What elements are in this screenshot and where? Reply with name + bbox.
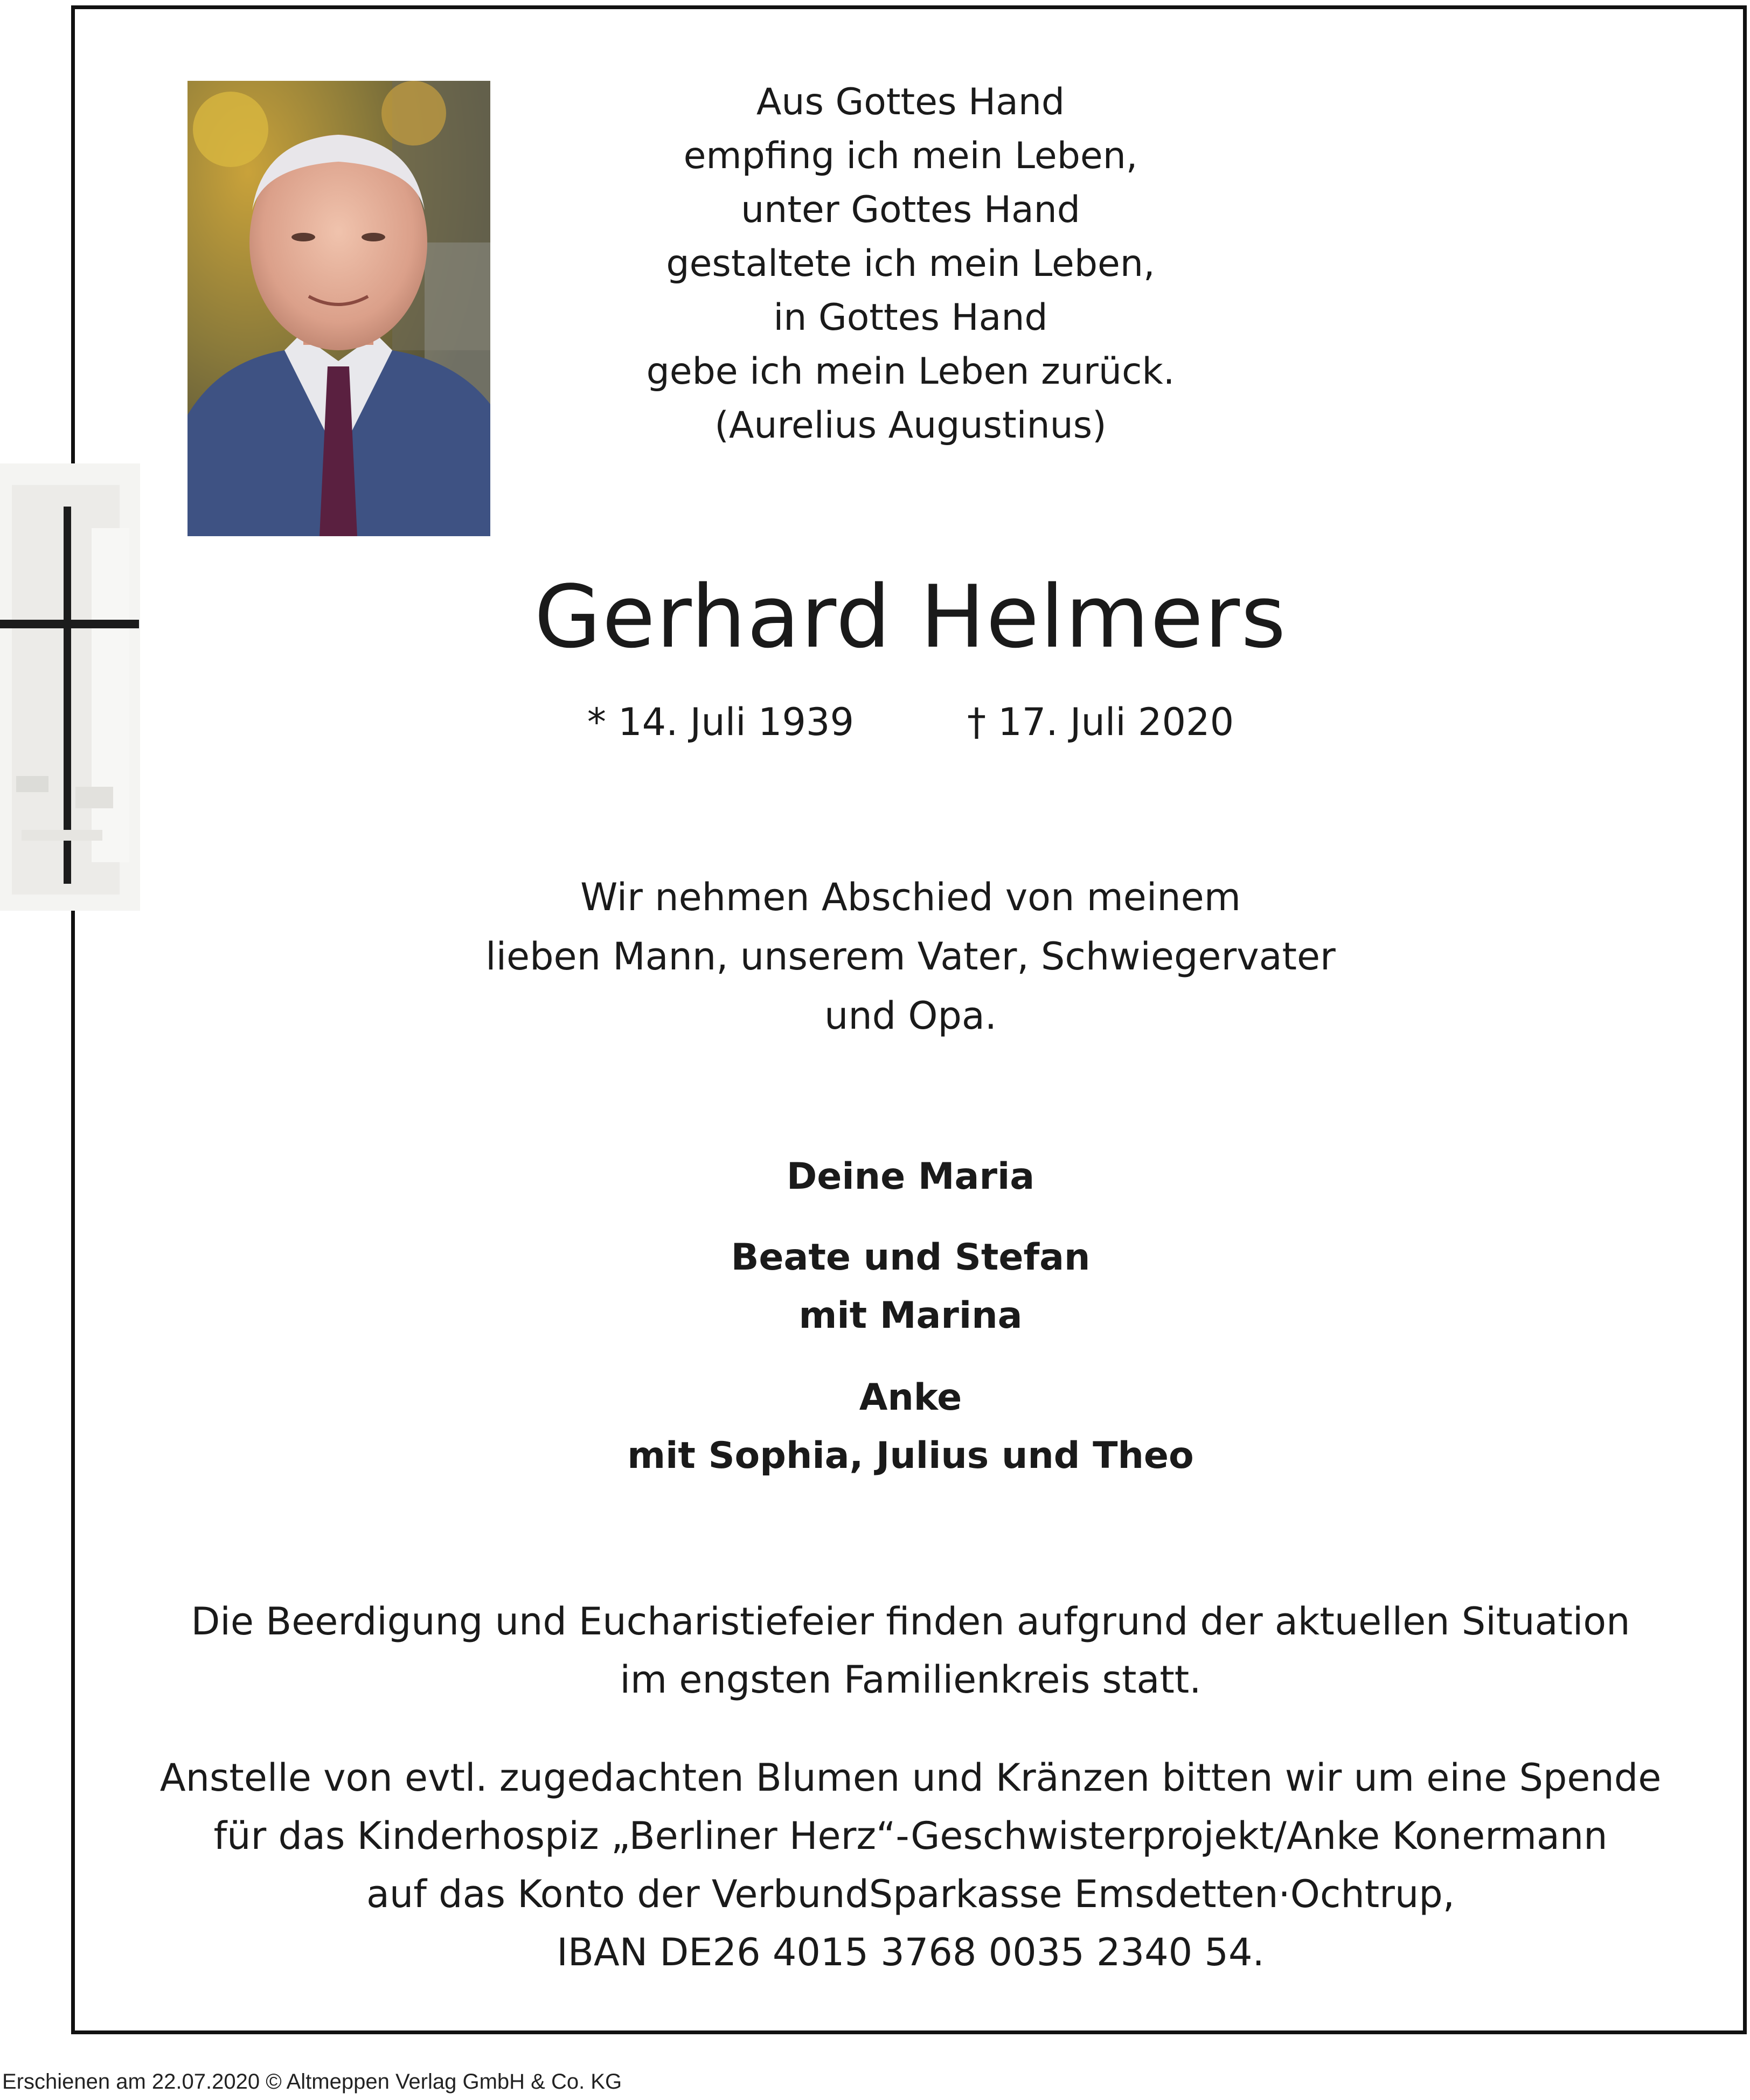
publication-footer: Erschienen am 22.07.2020 © Altmeppen Verlag GmbH & Co. KG <box>2 2070 622 2094</box>
verse-line: in Gottes Hand <box>773 296 1048 339</box>
funeral-notice <box>81 1592 1740 1709</box>
birth-date: * 14. Juli 1939 <box>587 700 854 744</box>
verse-line: gebe ich mein Leben zurück. <box>646 350 1175 393</box>
death-date: † 17. Juli 2020 <box>967 700 1234 744</box>
deceased-name: Gerhard Helmers <box>534 566 1287 667</box>
farewell-line: lieben Mann, unserem Vater, Schwiegervater <box>485 934 1336 979</box>
family-group <box>81 1229 1740 1345</box>
family-member: Deine Maria <box>786 1155 1035 1198</box>
verse-quote <box>81 75 1740 453</box>
family-group <box>81 1369 1740 1485</box>
verse-line: unter Gottes Hand <box>741 189 1080 231</box>
funeral-line: im engsten Familienkreis statt. <box>620 1658 1202 1702</box>
cross-icon <box>0 463 140 911</box>
family-member: mit Sophia, Julius und Theo <box>627 1434 1194 1477</box>
family-member: Beate und Stefan <box>731 1236 1091 1279</box>
verse-line: empfing ich mein Leben, <box>683 135 1138 177</box>
family-group <box>81 1148 1740 1206</box>
verse-line: Aus Gottes Hand <box>756 81 1065 123</box>
donation-line: Anstelle von evtl. zugedachten Blumen und Kränzen bitten wir um eine Spende <box>159 1756 1662 1800</box>
verse-line: gestaltete ich mein Leben, <box>666 242 1155 285</box>
family-member: Anke <box>859 1376 962 1419</box>
life-dates <box>81 695 1740 749</box>
verse-author: (Aurelius Augustinus) <box>714 404 1107 447</box>
family-member: mit Marina <box>798 1294 1023 1337</box>
donation-line: für das Kinderhospiz „Berliner Herz“-Geschwisterprojekt/Anke Konermann <box>213 1814 1608 1858</box>
iban-line: IBAN DE26 4015 3768 0035 2340 54. <box>557 1930 1265 1974</box>
farewell-line: Wir nehmen Abschied von meinem <box>580 875 1241 919</box>
funeral-line: Die Beerdigung und Eucharistiefeier finden aufgrund der aktuellen Situation <box>191 1599 1630 1644</box>
farewell-text <box>81 868 1740 1045</box>
donation-notice <box>81 1749 1740 1981</box>
farewell-line: und Opa. <box>824 994 997 1038</box>
donation-line: auf das Konto der VerbundSparkasse Emsdetten·Ochtrup, <box>366 1872 1455 1916</box>
